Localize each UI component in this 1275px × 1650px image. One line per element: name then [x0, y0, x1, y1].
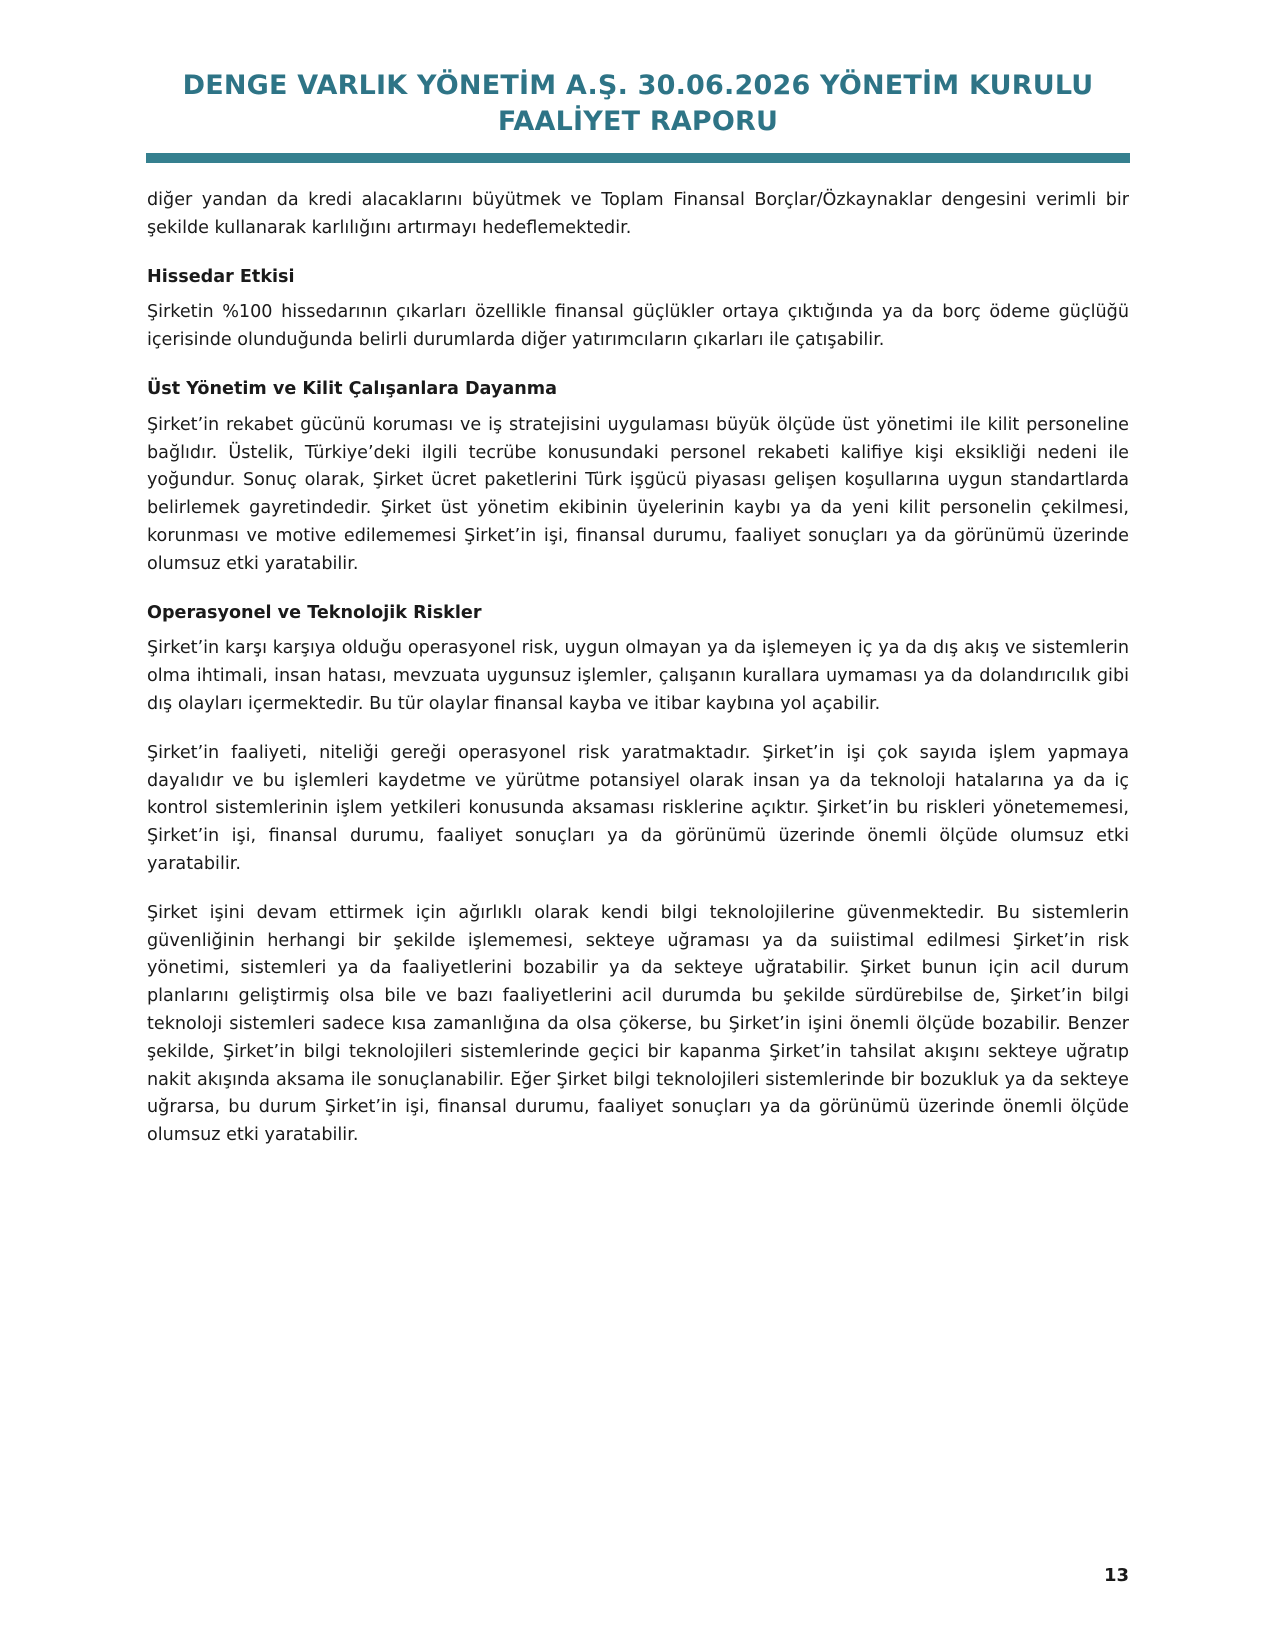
section-heading: Operasyonel ve Teknolojik Riskler: [147, 602, 482, 623]
section-paragraph: Şirket’in karşı karşıya olduğu operasyonel risk, uygun olmayan ya da işlemeyen iç ya da dış akış ve sistemlerin olma ihtimali, insan hatası, mevzuata uygunsuz işlemler, çalışanın kurallara uymaması ya da dolandırıcılık gibi dış olayları içermektedir. Bu tür olaylar finansal kayba ve itibar kaybına yol açabilir.: [147, 638, 1129, 714]
section-paragraph: Şirket’in faaliyeti, niteliği gereği operasyonel risk yaratmaktadır. Şirket’in işi çok sayıda işlem yapmaya dayalıdır ve bu işlemleri kaydetme ve yürütme potansiyel olarak insan ya da teknoloji hatalarına ya da iç kontrol sistemlerinin işlem yetkileri konusunda aksaması risklerine açıktır. Şirket’in bu riskleri yönetememesi, Şirket’in işi, finansal durumu, faaliyet sonuçları ya da görünümü üzerinde önemli ölçüde olumsuz etki yaratabilir.: [147, 742, 1129, 874]
report-title: [146, 68, 1130, 140]
section-paragraph: Şirket’in rekabet gücünü koruması ve iş stratejisini uygulaması büyük ölçüde üst yönetimi ile kilit personeline bağlıdır. Üstelik, Türkiye’deki ilgili tecrübe konusundaki personel rekabeti kalifiye kişi eksikliği nedeni ile yoğundur. Sonuç olarak, Şirket ücret paketlerini Türk işgücü piyasası gelişen koşullarına uygun standartlarda belirlemek gayretindedir. Şirket üst yönetim ekibinin üyelerinin kaybı ya da yeni kilit personelin çekilmesi, korunması ve motive edilememesi Şirket’in işi, finansal durumu, faaliyet sonuçları ya da görünümü üzerinde olumsuz etki yaratabilir.: [147, 414, 1129, 574]
section-key-personnel: [147, 376, 1129, 579]
section-paragraph: Şirket işini devam ettirmek için ağırlıklı olarak kendi bilgi teknolojilerine güvenmektedir. Bu sistemlerin güvenliğinin herhangi bir şekilde işlememesi, sekteye uğraması ya da suiistimal edilmesi Şirket’in risk yönetimi, sistemleri ya da faaliyetlerini bozabilir ya da sekteye uğratabilir. Şirket bunun için acil durum planlarını geliştirmiş olsa bile ve bazı faaliyetlerini acil durumda bu şekilde sürdürebilse de, Şirket’in bilgi teknoloji sistemleri sadece kısa zamanlığına da olsa çökerse, bu Şirket’in işini önemli ölçüde bozabilir. Benzer şekilde, Şirket’in bilgi teknolojileri sistemlerinde geçici bir kapanma Şirket’in tahsilat akışını sekteye uğratıp nakit akışında aksama ile sonuçlanabilir. Eğer Şirket bilgi teknolojileri sistemlerinde bir bozukluk ya da sekteye uğrarsa, bu durum Şirket’in işi, finansal durumu, faaliyet sonuçları ya da görünümü üzerinde önemli ölçüde olumsuz etki yaratabilir.: [147, 902, 1129, 1146]
section-paragraph: Şirketin %100 hissedarının çıkarları özellikle finansal güçlükler ortaya çıktığında ya da borç ödeme güçlüğü içerisinde olunduğunda belirli durumlarda diğer yatırımcıların çıkarları ile çatışabilir.: [147, 302, 1129, 351]
document-body: [147, 187, 1129, 1171]
page-number: 13: [1103, 1565, 1129, 1586]
header-divider: [146, 153, 1130, 163]
intro-paragraph: diğer yandan da kredi alacaklarını büyütmek ve Toplam Finansal Borçlar/Özkaynaklar dengesini verimli bir şekilde kullanarak karlılığını artırmayı hedeflemektedir.: [147, 190, 1129, 238]
section-operational-risks: [147, 600, 1129, 1150]
section-heading: Üst Yönetim ve Kilit Çalışanlara Dayanma: [147, 378, 557, 399]
section-heading: Hissedar Etkisi: [147, 266, 295, 287]
report-title-line2: FAALİYET RAPORU: [497, 106, 779, 137]
report-title-line1: DENGE VARLIK YÖNETİM A.Ş. 30.06.2026 YÖNETİM KURULU: [182, 70, 1094, 101]
section-shareholder-effect: [147, 264, 1129, 355]
report-header: [146, 68, 1130, 140]
